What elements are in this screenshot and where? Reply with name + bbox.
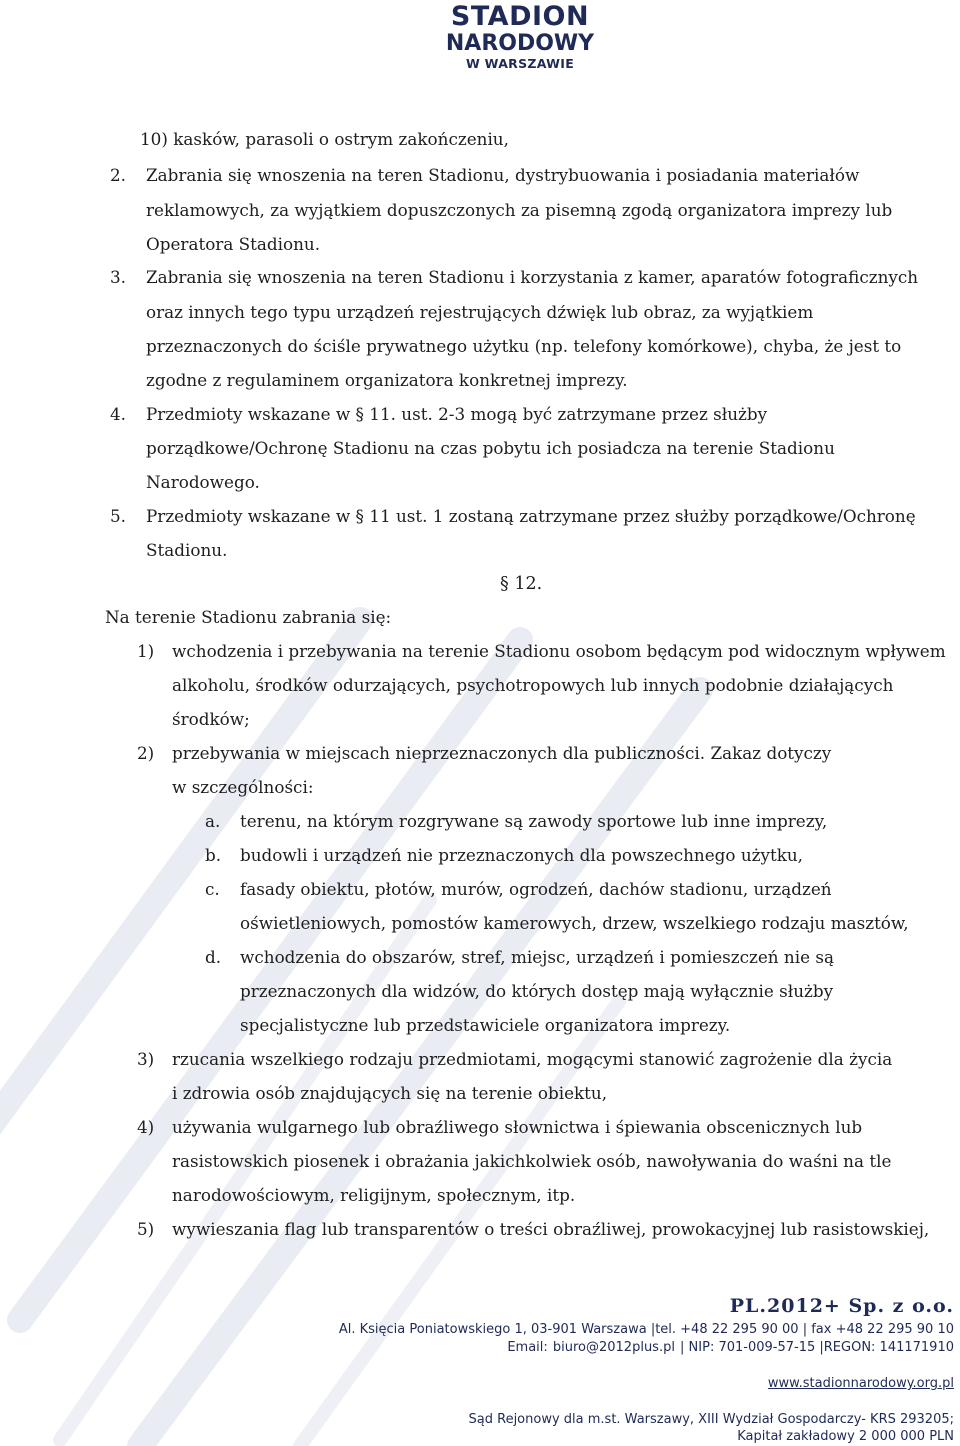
para-3-number: 3. (110, 267, 127, 287)
section-heading: § 12. (500, 574, 543, 594)
court-registration: Sąd Rejonowy dla m.st. Warszawy, XIII Wydział Gospodarczy- KRS 293205; (468, 1412, 954, 1427)
list-item-line: narodowościowym, religijnym, społecznym, itp. (172, 1185, 576, 1205)
logo-line-3: W WARSZAWIE (465, 56, 575, 71)
sub-item-line: specjalistyczne lub przedstawiciele organizatora imprezy. (240, 1015, 731, 1035)
company-ids: | NIP: 701-009-57-15 |REGON: 141171910 (680, 1340, 954, 1355)
sub-item-letter: a. (205, 811, 221, 831)
sub-item-line: budowli i urządzeń nie przeznaczonych dla powszechnego użytku, (240, 845, 804, 865)
list-item-number: 3) (137, 1049, 155, 1069)
footer-address-line (339, 1318, 954, 1337)
list-item-line: rzucania wszelkiego rodzaju przedmiotami, mogącymi stanowić zagrożenie dla życia (172, 1049, 893, 1069)
sub-item-line: przeznaczonych dla widzów, do których dostęp mają wyłącznie służby (240, 981, 834, 1001)
list-item-line: używania wulgarnego lub obraźliwego słownictwa i śpiewania obscenicznych lub (172, 1117, 863, 1137)
para-3-line-4: zgodne z regulaminem organizatora konkretnej imprezy. (146, 370, 628, 390)
stadion-logo (420, 2, 620, 72)
company-address: Al. Księcia Poniatowskiego 1, 03-901 Warszawa |tel. +48 22 295 90 00 | fax +48 22 295 90 10 (338, 1322, 954, 1337)
sub-item-letter: b. (205, 845, 222, 865)
sub-item-letter: d. (205, 947, 222, 967)
sub-item-line: fasady obiektu, płotów, murów, ogrodzeń, dachów stadionu, urządzeń (240, 879, 832, 899)
para-2-number: 2. (110, 165, 127, 185)
footer-contact-line (507, 1336, 954, 1355)
sub-item-letter: c. (205, 879, 220, 899)
list-item-line: wywieszania flag lub transparentów o treści obraźliwej, prowokacyjnej lub rasistowskiej, (172, 1219, 930, 1239)
list-item-number: 2) (137, 743, 155, 763)
list-item-line: i zdrowia osób znajdujących się na terenie obiektu, (172, 1083, 608, 1103)
footer-website-line (768, 1372, 954, 1391)
section-intro: Na terenie Stadionu zabrania się: (105, 607, 392, 627)
para-3-line-3: przeznaczonych do ściśle prywatnego użytku (np. telefony komórkowe), chyba, że jest to (146, 336, 902, 356)
list-item-line: wchodzenia i przebywania na terenie Stadionu osobom będącym pod widocznym wpływem (172, 641, 946, 661)
item-10: 10) kasków, parasoli o ostrym zakończeniu, (140, 129, 509, 149)
para-4-line-1: Przedmioty wskazane w § 11. ust. 2-3 mogą być zatrzymane przez służby (146, 404, 768, 424)
email-link[interactable]: biuro@2012plus.pl (552, 1340, 675, 1355)
para-4-line-3: Narodowego. (146, 472, 260, 492)
list-item-line: alkoholu, środków odurzających, psychotropowych lub innych podobnie działających (172, 675, 894, 695)
list-item-line: środków; (172, 709, 250, 729)
website-link[interactable]: www.stadionnarodowy.org.pl (767, 1376, 954, 1391)
list-item-number: 1) (137, 641, 155, 661)
footer-company (730, 1295, 954, 1317)
footer-capital-line (737, 1425, 954, 1444)
para-2-line-1: Zabrania się wnoszenia na teren Stadionu, dystrybuowania i posiadania materiałów (146, 165, 860, 185)
company-name: PL.2012+ Sp. z o.o. (729, 1295, 954, 1317)
logo-line-2: NARODOWY (445, 31, 595, 56)
list-item-line: w szczególności: (172, 777, 314, 797)
sub-item-line: oświetleniowych, pomostów kamerowych, drzew, wszelkiego rodzaju masztów, (240, 913, 909, 933)
list-item-line: przebywania w miejscach nieprzeznaczonych dla publiczności. Zakaz dotyczy (172, 743, 832, 763)
para-2-line-2: reklamowych, za wyjątkiem dopuszczonych za pisemną zgodą organizatora imprezy lub (146, 200, 893, 220)
sub-item-line: terenu, na którym rozgrywane są zawody sportowe lub inne imprezy, (240, 811, 828, 831)
sub-item-line: wchodzenia do obszarów, stref, miejsc, urządzeń i pomieszczeń nie są (240, 947, 834, 967)
share-capital: Kapitał zakładowy 2 000 000 PLN (737, 1429, 954, 1444)
para-5-line-1: Przedmioty wskazane w § 11 ust. 1 zostaną zatrzymane przez służby porządkowe/Ochronę (146, 506, 916, 526)
email-label: Email: (507, 1340, 548, 1355)
para-5-line-2: Stadionu. (146, 540, 228, 560)
list-item-line: rasistowskich piosenek i obrażania jakichkolwiek osób, nawoływania do waśni na tle (172, 1151, 892, 1171)
para-4-number: 4. (110, 404, 127, 424)
list-item-number: 5) (137, 1219, 155, 1239)
logo-line-1: STADION (450, 1, 590, 32)
para-3-line-1: Zabrania się wnoszenia na teren Stadionu i korzystania z kamer, aparatów fotograficznych (146, 267, 919, 287)
para-2-line-3: Operatora Stadionu. (146, 234, 321, 254)
para-3-line-2: oraz innych tego typu urządzeń rejestrujących dźwięk lub obraz, za wyjątkiem (146, 302, 814, 322)
list-item-number: 4) (137, 1117, 155, 1137)
para-4-line-2: porządkowe/Ochronę Stadionu na czas pobytu ich posiadcza na terenie Stadionu (146, 438, 835, 458)
para-5-number: 5. (110, 506, 127, 526)
